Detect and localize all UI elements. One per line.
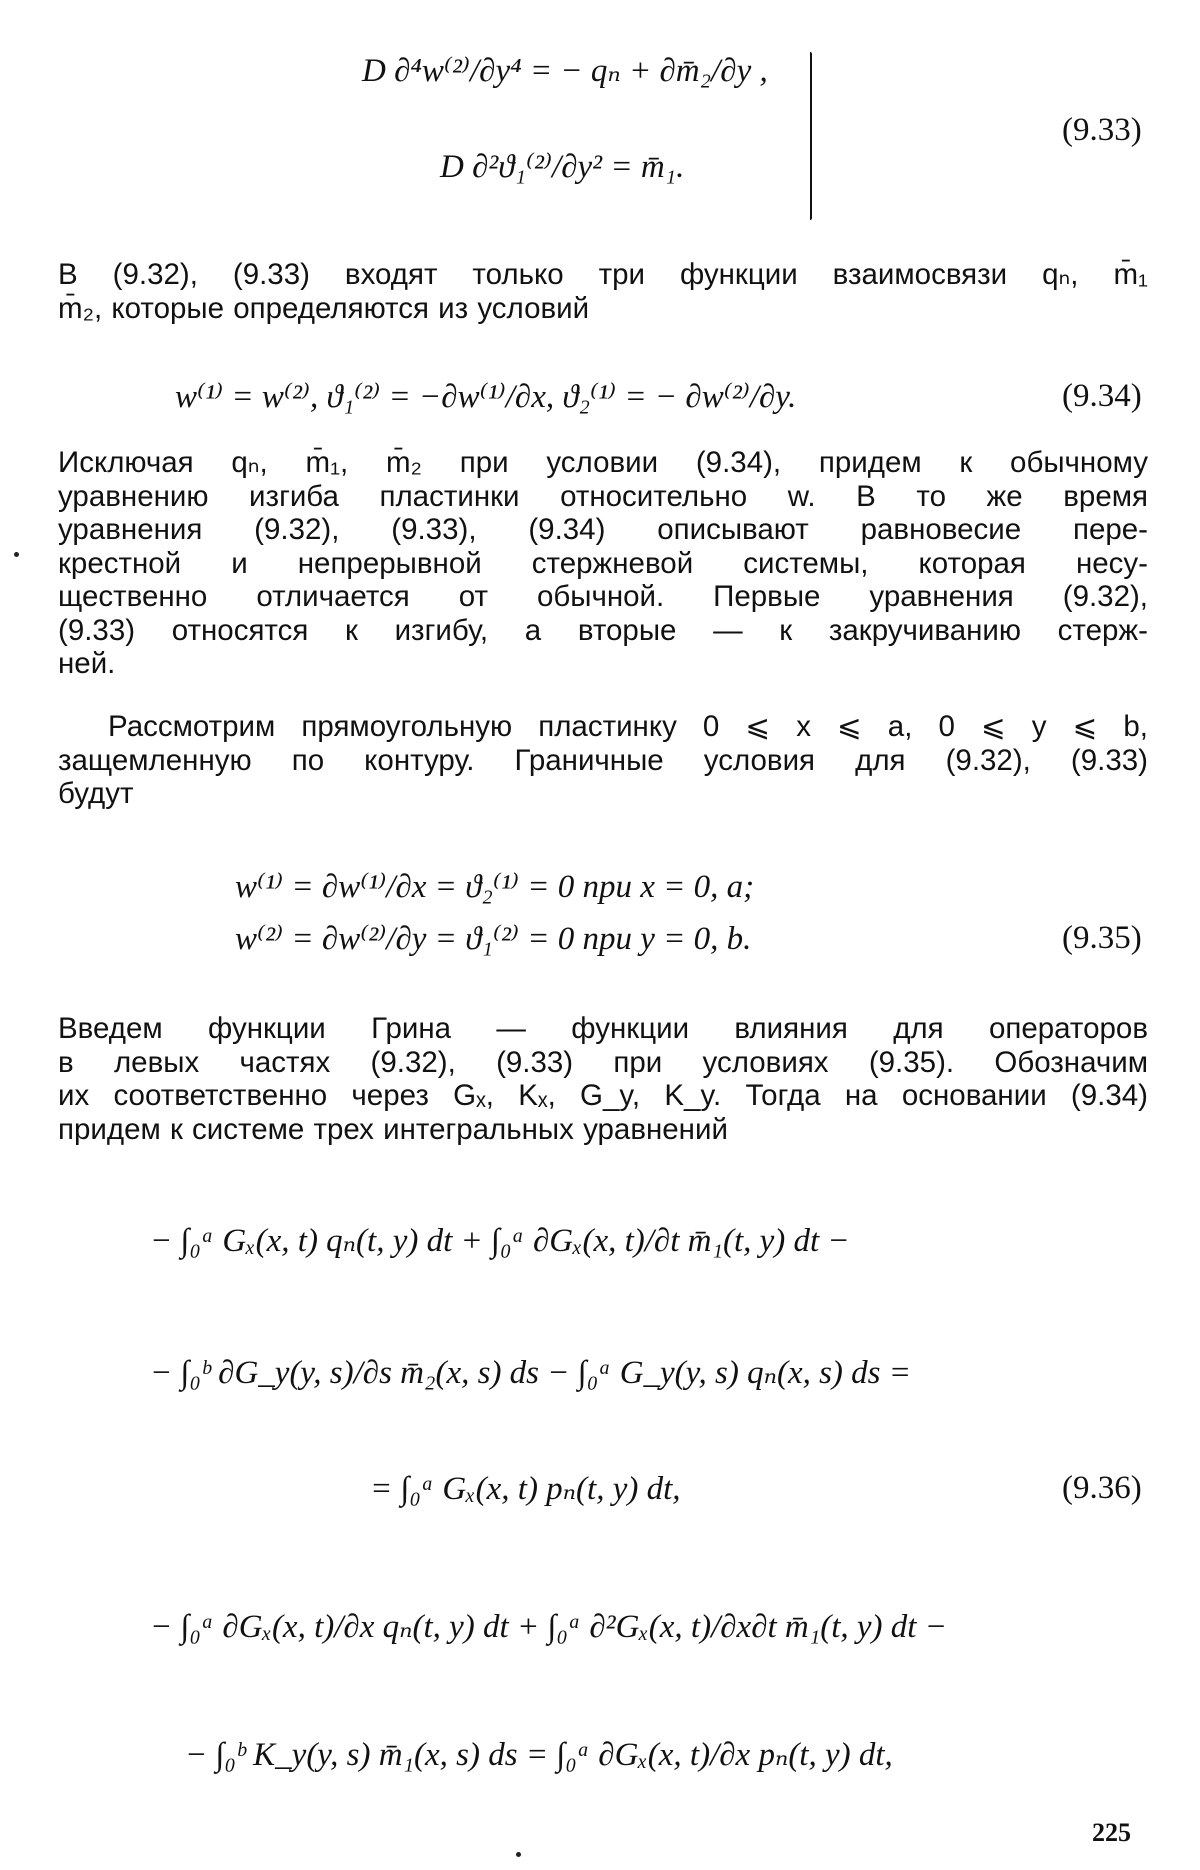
equation-9-33-line-1: D ∂⁴w⁽²⁾/∂y⁴ = − qₙ + ∂m̄₂/∂y , — [362, 53, 768, 89]
equation-brace — [810, 52, 812, 220]
page-number: 225 — [1092, 1818, 1131, 1847]
paragraph-3-line: будут — [58, 777, 134, 810]
paragraph-3 — [58, 710, 1148, 811]
scan-speck — [14, 552, 19, 557]
equation-9-36-label: (9.36) — [1062, 1470, 1142, 1506]
paragraph-3-line: Рассмотрим прямоугольную пластинку 0 ⩽ x ⩽ a, 0 ⩽ y ⩽ b, — [108, 710, 1148, 743]
equation-9-34: w⁽¹⁾ = w⁽²⁾, ϑ₁⁽²⁾ = −∂w⁽¹⁾/∂x, ϑ₂⁽¹⁾ = − ∂w⁽²⁾/∂y. — [175, 379, 797, 415]
paragraph-4 — [58, 1012, 1148, 1146]
equation-9-36-line-1: − ∫₀ᵃ Gₓ(x, t) qₙ(t, y) dt + ∫₀ᵃ ∂Gₓ(x, t)/∂t m̄₁(t, y) dt − — [150, 1223, 850, 1259]
paragraph-4-line: Введем функции Грина — функции влияния для операторов — [58, 1012, 1148, 1045]
equation-9-35-line-2: w⁽²⁾ = ∂w⁽²⁾/∂y = ϑ₁⁽²⁾ = 0 при y = 0, b. — [235, 921, 752, 957]
equation-9-36-line-2: − ∫₀ᵇ ∂G_y(y, s)/∂s m̄₂(x, s) ds − ∫₀ᵃ G_y(y, s) qₙ(x, s) ds = — [150, 1355, 912, 1391]
paragraph-4-line: придем к системе трех интегральных уравнений — [58, 1112, 728, 1146]
paragraph-1-line: m̄₂, которые определяются из условий — [58, 291, 590, 325]
equation-9-36-line-3: = ∫₀ᵃ Gₓ(x, t) pₙ(t, y) dt, — [370, 1471, 681, 1507]
equation-9-37-line-1: − ∫₀ᵃ ∂Gₓ(x, t)/∂x qₙ(t, y) dt + ∫₀ᵃ ∂²Gₓ(x, t)/∂x∂t m̄₁(t, y) dt − — [150, 1609, 947, 1645]
paragraph-1 — [58, 258, 1148, 325]
equation-9-33-label: (9.33) — [1062, 112, 1142, 148]
paragraph-2-line: Исключая qₙ, m̄₁, m̄₂ при условии (9.34), придем к обычному — [58, 446, 1148, 479]
equation-9-37-line-2: − ∫₀ᵇ K_y(y, s) m̄₁(x, s) ds = ∫₀ᵃ ∂Gₓ(x, t)/∂x pₙ(t, y) dt, — [185, 1737, 893, 1773]
paragraph-2-line: уравнения (9.32), (9.33), (9.34) описывают равновесие пере- — [58, 513, 1148, 546]
paragraph-2 — [58, 446, 1148, 681]
equation-9-33-line-2: D ∂²ϑ₁⁽²⁾/∂y² = m̄₁. — [440, 149, 685, 185]
equation-9-35-line-1: w⁽¹⁾ = ∂w⁽¹⁾/∂x = ϑ₂⁽¹⁾ = 0 при x = 0, a; — [235, 869, 755, 905]
paragraph-2-line: (9.33) относятся к изгибу, а вторые — к закручиванию стерж- — [58, 613, 1148, 647]
paragraph-2-line: щественно отличается от обычной. Первые уравнения (9.32), — [58, 580, 1148, 613]
equation-9-34-label: (9.34) — [1062, 378, 1142, 414]
scan-speck — [516, 1852, 521, 1857]
paragraph-3-line: защемленную по контуру. Граничные условия для (9.32), (9.33) — [58, 743, 1148, 777]
paragraph-1-line: В (9.32), (9.33) входят только три функции взаимосвязи qₙ, m̄₁ — [58, 258, 1148, 291]
paragraph-4-line: их соответственно через Gₓ, Kₓ, G_y, K_y. Тогда на основании (9.34) — [58, 1079, 1148, 1112]
paragraph-2-line: уравнению изгиба пластинки относительно w. В то же время — [58, 479, 1148, 513]
paragraph-4-line: в левых частях (9.32), (9.33) при условиях (9.35). Обозначим — [58, 1045, 1148, 1079]
paragraph-2-line: ней. — [58, 647, 116, 680]
paragraph-2-line: крестной и непрерывной стержневой системы, которая несу- — [58, 546, 1148, 580]
equation-9-35-label: (9.35) — [1062, 920, 1142, 956]
